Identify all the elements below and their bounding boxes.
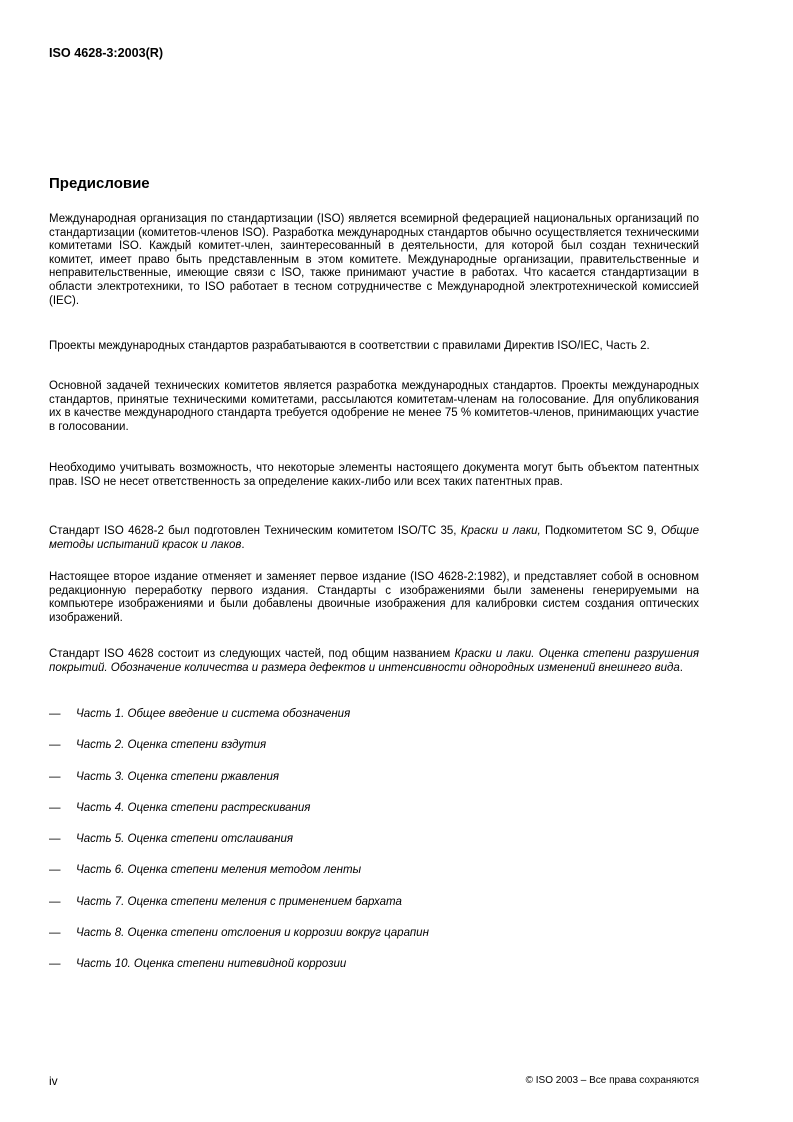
list-item-text: Часть 4. Оценка степени растрескивания [76, 801, 311, 814]
paragraph-iso-organization: Международная организация по стандартизации (ISO) является всемирной федерацией национальных организаций по стандартизации (комитетов-членов ISO). Разработка международных стандартов обычно осуществляется техническими комитетами ISO. Каждый комитет-член, заинтересованный в деятельности, для которой был создан технический комитет, имеет право быть представленным в этом комитете. Международные организации, правительственные и неправительственные, имеющие связи с ISO, также принимают участие в работах. Что касается стандартизации в области электротехники, то ISO работает в тесном сотрудничестве с Международной электротехнической комиссией (IEC). [49, 213, 699, 307]
copyright-notice: © ISO 2003 – Все права сохраняются [525, 1075, 699, 1086]
prepared-by-committee-title: Краски и лаки, [460, 525, 541, 537]
list-dash: — [49, 895, 61, 908]
list-dash: — [49, 833, 61, 846]
list-item-text: Часть 6. Оценка степени меления методом ленты [76, 864, 362, 877]
prepared-by-subcommittee-title: Общие методы испытаний красок и лаков [49, 525, 699, 551]
paragraph-second-edition: Настоящее второе издание отменяет и заменяет первое издание (ISO 4628-2:1982), и представляет собой в основном редакционную переработку первого издания. Стандарты с изображениями были заменены генерируемыми на компьютере изображениями и были добавлены двоичные изображения для калибровки систем создания оптических изображений. [49, 571, 699, 624]
paragraph-prepared-by [49, 525, 699, 552]
parts-general-title: Краски и лаки. Оценка степени разрушения покрытий. Обозначение количества и размера дефектов и интенсивности однородных изменений внешнего вида [49, 648, 699, 674]
list-item-text: Часть 1. Общее введение и система обозначения [76, 708, 351, 720]
list-item [49, 771, 699, 802]
list-dash: — [49, 770, 61, 783]
paragraph-iso-iec-directives: Проекты международных стандартов разрабатываются в соответствии с правилами Директив ISO/IEC, Часть 2. [49, 340, 650, 352]
list-item-text: Часть 2. Оценка степени вздутия [76, 739, 267, 752]
list-dash: — [49, 927, 61, 940]
paragraph-parts-intro [49, 648, 699, 675]
prepared-by-end: . [241, 538, 245, 551]
parts-list [49, 708, 699, 990]
list-dash: — [49, 708, 61, 720]
list-dash: — [49, 801, 61, 814]
list-item-text: Часть 8. Оценка степени отслоения и коррозии вокруг царапин [76, 927, 429, 940]
list-item [49, 958, 699, 989]
section-heading: Предисловие [49, 175, 150, 192]
paragraph-patent-rights: Необходимо учитывать возможность, что некоторые элементы настоящего документа могут быть объектом патентных прав. ISO не несет ответственность за определение каких-либо или всех таких патентных прав. [49, 462, 699, 488]
parts-intro-text: Стандарт ISO 4628 состоит из следующих частей, под общим названием [49, 648, 455, 660]
paragraph-committee-task: Основной задачей технических комитетов является разработка международных стандартов. Проекты международных стандартов, принятые техническими комитетами, рассылаются комитетам-членам на голосование. Для опубликования их в качестве международного стандарта требуется одобрение не менее 75 % комитетов-членов, принимающих участие в голосовании. [49, 380, 699, 433]
list-item-text: Часть 7. Оценка степени меления с применением бархата [76, 895, 402, 908]
list-item-text: Часть 3. Оценка степени ржавления [76, 770, 280, 783]
list-item [49, 739, 699, 770]
list-item-text: Часть 5. Оценка степени отслаивания [76, 833, 294, 846]
list-dash: — [49, 739, 61, 752]
list-item-text: Часть 10. Оценка степени нитевидной коррозии [76, 958, 347, 971]
page-number: iv [49, 1074, 58, 1088]
list-item [49, 927, 699, 958]
list-item [49, 802, 699, 833]
prepared-by-subcommittee: Подкомитетом SC 9, [540, 525, 661, 537]
parts-intro-end: . [679, 661, 683, 674]
document-id: ISO 4628-3:2003(R) [49, 46, 164, 60]
prepared-by-text: Стандарт ISO 4628-2 был подготовлен Техническим комитетом ISO/TC 35, [49, 525, 461, 537]
list-item [49, 833, 699, 864]
list-dash: — [49, 958, 61, 971]
list-dash: — [49, 864, 61, 877]
list-item [49, 708, 699, 739]
list-item [49, 896, 699, 927]
list-item [49, 864, 699, 895]
